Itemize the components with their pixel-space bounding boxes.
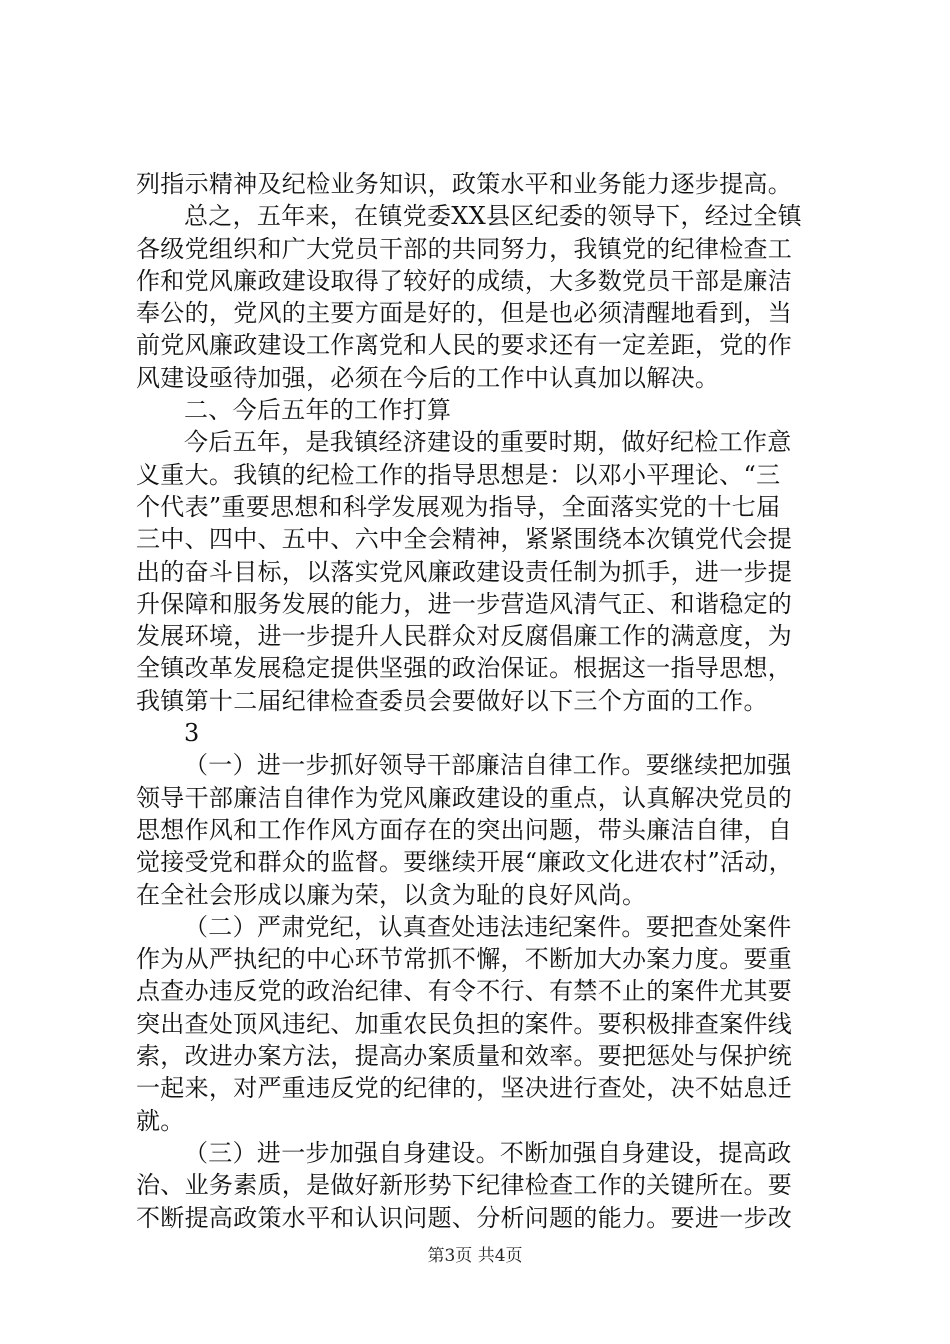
text-line: 风建设亟待加强，必须在今后的工作中认真加以解决。: [136, 363, 720, 392]
text-line: 突出查处顶风违纪、加重农民负担的案件。要积极排查案件线: [136, 1009, 793, 1038]
paragraph-start-line: 今后五年，是我镇经济建设的重要时期，做好纪检工作意: [184, 428, 792, 457]
text-line: 点查办违反党的政治纪律、有令不行、有禁不止的案件尤其要: [136, 977, 793, 1006]
text-line: 出的奋斗目标，以落实党风廉政建设责任制为抓手，进一步提: [136, 557, 793, 586]
text-line: 我镇第十二届纪律检查委员会要做好以下三个方面的工作。: [136, 686, 768, 715]
text-line: 列指示精神及纪检业务知识，政策水平和业务能力逐步提高。: [136, 170, 793, 198]
text-line: 思想作风和工作作风方面存在的突出问题，带头廉洁自律，自: [136, 815, 793, 844]
text-line: 觉接受党和群众的监督。要继续开展“廉政文化进农村”活动，: [136, 848, 793, 877]
paragraph-start-line: 总之，五年来，在镇党委XX县区纪委的领导下，经过全镇: [184, 202, 802, 231]
text-line: 各级党组织和广大党员干部的共同努力，我镇党的纪律检查工: [136, 234, 793, 263]
text-line: 一起来，对严重违反党的纪律的，坚决进行查处，决不姑息迁: [136, 1074, 793, 1103]
text-line: 升保障和服务发展的能力，进一步营造风清气正、和谐稳定的: [136, 589, 793, 618]
text-line: 个代表”重要思想和科学发展观为指导，全面落实党的十七届: [136, 492, 781, 521]
paragraph-start-line: （一）进一步抓好领导干部廉洁自律工作。要继续把加强: [184, 751, 792, 780]
text-line: 前党风廉政建设工作离党和人民的要求还有一定差距，党的作: [136, 331, 793, 360]
text-line: 作为从严执纪的中心环节常抓不懈，不断加大办案力度。要重: [136, 945, 793, 974]
text-line: 索，改进办案方法，提高办案质量和效率。要把惩处与保护统: [136, 1042, 793, 1071]
text-line: 在全社会形成以廉为荣，以贪为耻的良好风尚。: [136, 880, 647, 909]
text-line: 奉公的，党风的主要方面是好的，但是也必须清醒地看到，当: [136, 299, 793, 328]
text-line: 作和党风廉政建设取得了较好的成绩，大多数党员干部是廉洁: [136, 266, 793, 295]
text-line: 就。: [136, 1106, 185, 1135]
text-line: 三中、四中、五中、六中全会精神，紧紧围绕本次镇党代会提: [136, 525, 793, 554]
document-body: [136, 168, 814, 1234]
paragraph-start-line: （二）严肃党纪，认真查处违法违纪案件。要把查处案件: [184, 912, 792, 941]
page-number-footer: 第3页 共4页: [427, 1246, 523, 1266]
text-line: 不断提高政策水平和认识问题、分析问题的能力。要进一步改: [136, 1203, 793, 1232]
text-line: 全镇改革发展稳定提供坚强的政治保证。根据这一指导思想，: [136, 654, 793, 683]
paragraph-start-line: （三）进一步加强自身建设。不断加强自身建设，提高政: [184, 1138, 792, 1167]
text-line: 领导干部廉洁自律作为党风廉政建设的重点，认真解决党员的: [136, 783, 793, 812]
section-heading: 二、今后五年的工作打算: [184, 396, 452, 425]
text-line: 义重大。我镇的纪检工作的指导思想是：以邓小平理论、“三: [136, 460, 781, 489]
stray-number: 3: [184, 719, 200, 748]
text-line: 治、业务素质，是做好新形势下纪律检查工作的关键所在。要: [136, 1171, 793, 1200]
text-line: 发展环境，进一步提升人民群众对反腐倡廉工作的满意度，为: [136, 622, 793, 651]
